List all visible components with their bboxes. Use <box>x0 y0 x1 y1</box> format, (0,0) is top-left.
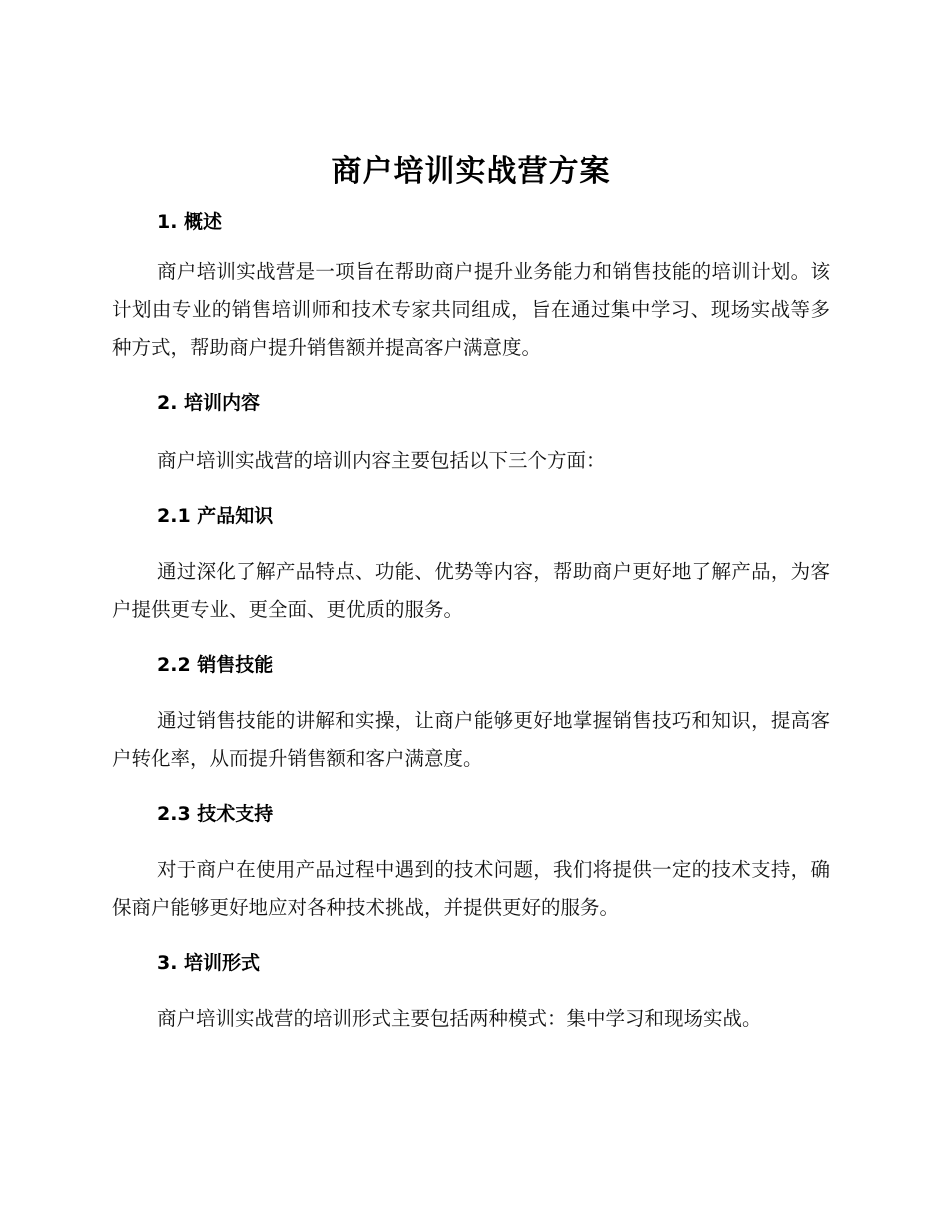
section-heading-training-content: 2. 培训内容 <box>157 392 261 414</box>
section-paragraph-overview: 商户培训实战营是一项旨在帮助商户提升业务能力和销售技能的培训计划。该计划由专业的销售培训师和技术专家共同组成，旨在通过集中学习、现场实战等多种方式，帮助商户提升销售额并提高客户满意度。 <box>112 260 830 359</box>
section-paragraph-training-content: 商户培训实战营的培训内容主要包括以下三个方面： <box>157 449 606 472</box>
subsection-paragraph-sales-skills: 通过销售技能的讲解和实操，让商户能够更好地掌握销售技巧和知识，提高客户转化率，从而提升销售额和客户满意度。 <box>112 709 830 770</box>
document-body <box>112 150 830 1038</box>
subsection-paragraph-product-knowledge: 通过深化了解产品特点、功能、优势等内容，帮助商户更好地了解产品，为客户提供更专业、更全面、更优质的服务。 <box>112 560 830 621</box>
document-title: 商户培训实战营方案 <box>331 154 611 189</box>
subsection-paragraph-technical-support: 对于商户在使用产品过程中遇到的技术问题，我们将提供一定的技术支持，确保商户能够更好地应对各种技术挑战，并提供更好的服务。 <box>112 858 830 919</box>
subsection-heading-technical-support: 2.3 技术支持 <box>157 803 274 825</box>
subsection-heading-sales-skills: 2.2 销售技能 <box>157 654 274 676</box>
section-paragraph-training-format: 商户培训实战营的培训形式主要包括两种模式：集中学习和现场实战。 <box>157 1007 762 1030</box>
section-heading-overview: 1. 概述 <box>157 211 223 233</box>
subsection-heading-product-knowledge: 2.1 产品知识 <box>157 505 274 527</box>
section-heading-training-format: 3. 培训形式 <box>157 952 261 974</box>
